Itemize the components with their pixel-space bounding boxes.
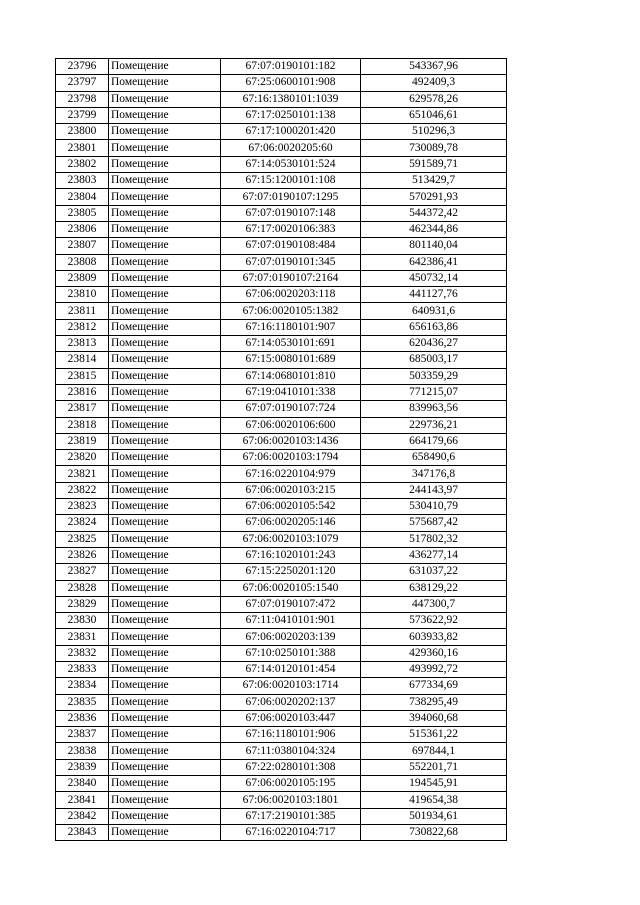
cadastral-number-cell: 67:14:0530101:524 (221, 156, 361, 172)
table-row (56, 727, 507, 743)
table-row (56, 124, 507, 140)
value-cell: 492409,3 (361, 75, 507, 91)
table-row (56, 433, 507, 449)
value-cell: 515361,22 (361, 727, 507, 743)
cadastral-number-cell: 67:15:0080101:689 (221, 352, 361, 368)
row-number-cell: 23813 (56, 336, 109, 352)
table-row (56, 368, 507, 384)
object-type-cell: Помещение (109, 433, 221, 449)
object-type-cell: Помещение (109, 515, 221, 531)
table-row (56, 645, 507, 661)
value-cell: 244143,97 (361, 482, 507, 498)
property-table (55, 58, 507, 841)
object-type-cell: Помещение (109, 531, 221, 547)
value-cell: 441127,76 (361, 287, 507, 303)
row-number-cell: 23801 (56, 140, 109, 156)
row-number-cell: 23830 (56, 613, 109, 629)
row-number-cell: 23821 (56, 466, 109, 482)
value-cell: 631037,22 (361, 564, 507, 580)
object-type-cell: Помещение (109, 776, 221, 792)
object-type-cell: Помещение (109, 450, 221, 466)
row-number-cell: 23809 (56, 270, 109, 286)
object-type-cell: Помещение (109, 580, 221, 596)
cadastral-number-cell: 67:16:1180101:906 (221, 727, 361, 743)
value-cell: 552201,71 (361, 759, 507, 775)
value-cell: 347176,8 (361, 466, 507, 482)
cadastral-number-cell: 67:17:0250101:138 (221, 107, 361, 123)
object-type-cell: Помещение (109, 368, 221, 384)
value-cell: 839963,56 (361, 401, 507, 417)
value-cell: 462344,86 (361, 221, 507, 237)
table-row (56, 547, 507, 563)
table-row (56, 140, 507, 156)
cadastral-number-cell: 67:06:0020103:1801 (221, 792, 361, 808)
value-cell: 229736,21 (361, 417, 507, 433)
cadastral-number-cell: 67:07:0190101:345 (221, 254, 361, 270)
cadastral-number-cell: 67:16:0220104:979 (221, 466, 361, 482)
object-type-cell: Помещение (109, 727, 221, 743)
object-type-cell: Помещение (109, 710, 221, 726)
row-number-cell: 23803 (56, 173, 109, 189)
table-row (56, 564, 507, 580)
table-row (56, 678, 507, 694)
row-number-cell: 23818 (56, 417, 109, 433)
object-type-cell: Помещение (109, 417, 221, 433)
table-row (56, 91, 507, 107)
value-cell: 510296,3 (361, 124, 507, 140)
table-row (56, 319, 507, 335)
value-cell: 801140,04 (361, 238, 507, 254)
table-row (56, 661, 507, 677)
value-cell: 429360,16 (361, 645, 507, 661)
table-row (56, 808, 507, 824)
table-row (56, 75, 507, 91)
cadastral-number-cell: 67:10:0250101:388 (221, 645, 361, 661)
cadastral-number-cell: 67:17:1000201:420 (221, 124, 361, 140)
cadastral-number-cell: 67:06:0020205:146 (221, 515, 361, 531)
row-number-cell: 23828 (56, 580, 109, 596)
row-number-cell: 23796 (56, 59, 109, 75)
cadastral-number-cell: 67:06:0020103:1714 (221, 678, 361, 694)
object-type-cell: Помещение (109, 107, 221, 123)
object-type-cell: Помещение (109, 59, 221, 75)
table-row (56, 482, 507, 498)
value-cell: 543367,96 (361, 59, 507, 75)
row-number-cell: 23832 (56, 645, 109, 661)
cadastral-number-cell: 67:17:2190101:385 (221, 808, 361, 824)
table-row (56, 515, 507, 531)
value-cell: 640931,6 (361, 303, 507, 319)
row-number-cell: 23811 (56, 303, 109, 319)
table-row (56, 499, 507, 515)
cadastral-number-cell: 67:25:0600101:908 (221, 75, 361, 91)
row-number-cell: 23842 (56, 808, 109, 824)
table-row (56, 694, 507, 710)
object-type-cell: Помещение (109, 645, 221, 661)
cadastral-number-cell: 67:06:0020103:1079 (221, 531, 361, 547)
table-row (56, 824, 507, 840)
cadastral-number-cell: 67:07:0190107:148 (221, 205, 361, 221)
object-type-cell: Помещение (109, 156, 221, 172)
value-cell: 664179,66 (361, 433, 507, 449)
value-cell: 629578,26 (361, 91, 507, 107)
row-number-cell: 23816 (56, 384, 109, 400)
cadastral-number-cell: 67:07:0190107:1295 (221, 189, 361, 205)
cadastral-number-cell: 67:14:0680101:810 (221, 368, 361, 384)
row-number-cell: 23829 (56, 596, 109, 612)
cadastral-number-cell: 67:11:0410101:901 (221, 613, 361, 629)
object-type-cell: Помещение (109, 824, 221, 840)
value-cell: 450732,14 (361, 270, 507, 286)
object-type-cell: Помещение (109, 352, 221, 368)
row-number-cell: 23833 (56, 661, 109, 677)
cadastral-number-cell: 67:14:0120101:454 (221, 661, 361, 677)
value-cell: 730089,78 (361, 140, 507, 156)
cadastral-number-cell: 67:22:0280101:308 (221, 759, 361, 775)
cadastral-number-cell: 67:07:0190101:182 (221, 59, 361, 75)
table-row (56, 156, 507, 172)
object-type-cell: Помещение (109, 613, 221, 629)
row-number-cell: 23820 (56, 450, 109, 466)
row-number-cell: 23837 (56, 727, 109, 743)
cadastral-number-cell: 67:06:0020106:600 (221, 417, 361, 433)
object-type-cell: Помещение (109, 661, 221, 677)
object-type-cell: Помещение (109, 499, 221, 515)
cadastral-number-cell: 67:07:0190107:724 (221, 401, 361, 417)
value-cell: 738295,49 (361, 694, 507, 710)
row-number-cell: 23835 (56, 694, 109, 710)
row-number-cell: 23819 (56, 433, 109, 449)
object-type-cell: Помещение (109, 466, 221, 482)
cadastral-number-cell: 67:06:0020105:1540 (221, 580, 361, 596)
cadastral-number-cell: 67:15:1200101:108 (221, 173, 361, 189)
object-type-cell: Помещение (109, 596, 221, 612)
cadastral-number-cell: 67:16:1020101:243 (221, 547, 361, 563)
object-type-cell: Помещение (109, 140, 221, 156)
value-cell: 697844,1 (361, 743, 507, 759)
value-cell: 493992,72 (361, 661, 507, 677)
table-row (56, 417, 507, 433)
row-number-cell: 23843 (56, 824, 109, 840)
object-type-cell: Помещение (109, 743, 221, 759)
object-type-cell: Помещение (109, 792, 221, 808)
cadastral-number-cell: 67:06:0020205:60 (221, 140, 361, 156)
row-number-cell: 23817 (56, 401, 109, 417)
table-row (56, 238, 507, 254)
table-body (56, 59, 507, 841)
cadastral-number-cell: 67:07:0190107:472 (221, 596, 361, 612)
table-row (56, 596, 507, 612)
row-number-cell: 23831 (56, 629, 109, 645)
table-row (56, 303, 507, 319)
object-type-cell: Помещение (109, 124, 221, 140)
object-type-cell: Помещение (109, 759, 221, 775)
table-row (56, 205, 507, 221)
table-row (56, 710, 507, 726)
row-number-cell: 23804 (56, 189, 109, 205)
row-number-cell: 23827 (56, 564, 109, 580)
table-row (56, 776, 507, 792)
table-row (56, 401, 507, 417)
table-row (56, 629, 507, 645)
table-row (56, 270, 507, 286)
row-number-cell: 23825 (56, 531, 109, 547)
row-number-cell: 23805 (56, 205, 109, 221)
table-row (56, 531, 507, 547)
table-row (56, 580, 507, 596)
row-number-cell: 23824 (56, 515, 109, 531)
row-number-cell: 23834 (56, 678, 109, 694)
table-row (56, 466, 507, 482)
object-type-cell: Помещение (109, 189, 221, 205)
object-type-cell: Помещение (109, 91, 221, 107)
value-cell: 530410,79 (361, 499, 507, 515)
value-cell: 575687,42 (361, 515, 507, 531)
cadastral-number-cell: 67:06:0020103:447 (221, 710, 361, 726)
value-cell: 591589,71 (361, 156, 507, 172)
object-type-cell: Помещение (109, 547, 221, 563)
table-row (56, 352, 507, 368)
value-cell: 544372,42 (361, 205, 507, 221)
cadastral-number-cell: 67:16:1180101:907 (221, 319, 361, 335)
row-number-cell: 23839 (56, 759, 109, 775)
value-cell: 513429,7 (361, 173, 507, 189)
cadastral-number-cell: 67:07:0190107:2164 (221, 270, 361, 286)
object-type-cell: Помещение (109, 678, 221, 694)
row-number-cell: 23841 (56, 792, 109, 808)
value-cell: 656163,86 (361, 319, 507, 335)
row-number-cell: 23823 (56, 499, 109, 515)
object-type-cell: Помещение (109, 808, 221, 824)
value-cell: 677334,69 (361, 678, 507, 694)
row-number-cell: 23826 (56, 547, 109, 563)
object-type-cell: Помещение (109, 270, 221, 286)
row-number-cell: 23840 (56, 776, 109, 792)
table-row (56, 254, 507, 270)
value-cell: 620436,27 (361, 336, 507, 352)
cadastral-number-cell: 67:06:0020105:542 (221, 499, 361, 515)
cadastral-number-cell: 67:06:0020203:139 (221, 629, 361, 645)
table-row (56, 743, 507, 759)
object-type-cell: Помещение (109, 205, 221, 221)
cadastral-number-cell: 67:07:0190108:484 (221, 238, 361, 254)
row-number-cell: 23822 (56, 482, 109, 498)
object-type-cell: Помещение (109, 254, 221, 270)
cadastral-number-cell: 67:16:1380101:1039 (221, 91, 361, 107)
row-number-cell: 23814 (56, 352, 109, 368)
row-number-cell: 23797 (56, 75, 109, 91)
cadastral-number-cell: 67:17:0020106:383 (221, 221, 361, 237)
object-type-cell: Помещение (109, 401, 221, 417)
object-type-cell: Помещение (109, 75, 221, 91)
row-number-cell: 23802 (56, 156, 109, 172)
object-type-cell: Помещение (109, 694, 221, 710)
cadastral-number-cell: 67:06:0020105:1382 (221, 303, 361, 319)
object-type-cell: Помещение (109, 482, 221, 498)
object-type-cell: Помещение (109, 319, 221, 335)
cadastral-number-cell: 67:06:0020202:137 (221, 694, 361, 710)
value-cell: 730822,68 (361, 824, 507, 840)
value-cell: 503359,29 (361, 368, 507, 384)
value-cell: 436277,14 (361, 547, 507, 563)
value-cell: 517802,32 (361, 531, 507, 547)
cadastral-number-cell: 67:06:0020103:1436 (221, 433, 361, 449)
object-type-cell: Помещение (109, 238, 221, 254)
value-cell: 658490,6 (361, 450, 507, 466)
table-row (56, 336, 507, 352)
value-cell: 194545,91 (361, 776, 507, 792)
object-type-cell: Помещение (109, 564, 221, 580)
cadastral-number-cell: 67:16:0220104:717 (221, 824, 361, 840)
cadastral-number-cell: 67:11:0380104:324 (221, 743, 361, 759)
object-type-cell: Помещение (109, 384, 221, 400)
row-number-cell: 23798 (56, 91, 109, 107)
cadastral-number-cell: 67:06:0020203:118 (221, 287, 361, 303)
row-number-cell: 23810 (56, 287, 109, 303)
value-cell: 570291,93 (361, 189, 507, 205)
cadastral-number-cell: 67:19:0410101:338 (221, 384, 361, 400)
object-type-cell: Помещение (109, 221, 221, 237)
row-number-cell: 23815 (56, 368, 109, 384)
table-row (56, 613, 507, 629)
table-row (56, 450, 507, 466)
table-row (56, 384, 507, 400)
value-cell: 642386,41 (361, 254, 507, 270)
cadastral-number-cell: 67:15:2250201:120 (221, 564, 361, 580)
value-cell: 447300,7 (361, 596, 507, 612)
row-number-cell: 23812 (56, 319, 109, 335)
value-cell: 573622,92 (361, 613, 507, 629)
object-type-cell: Помещение (109, 336, 221, 352)
object-type-cell: Помещение (109, 287, 221, 303)
value-cell: 651046,61 (361, 107, 507, 123)
table-row (56, 792, 507, 808)
value-cell: 394060,68 (361, 710, 507, 726)
cadastral-number-cell: 67:14:0530101:691 (221, 336, 361, 352)
value-cell: 419654,38 (361, 792, 507, 808)
table-row (56, 173, 507, 189)
object-type-cell: Помещение (109, 629, 221, 645)
table-row (56, 107, 507, 123)
value-cell: 603933,82 (361, 629, 507, 645)
table-row (56, 59, 507, 75)
cadastral-number-cell: 67:06:0020103:1794 (221, 450, 361, 466)
row-number-cell: 23836 (56, 710, 109, 726)
value-cell: 685003,17 (361, 352, 507, 368)
object-type-cell: Помещение (109, 303, 221, 319)
table-row (56, 759, 507, 775)
row-number-cell: 23806 (56, 221, 109, 237)
cadastral-number-cell: 67:06:0020105:195 (221, 776, 361, 792)
value-cell: 771215,07 (361, 384, 507, 400)
row-number-cell: 23800 (56, 124, 109, 140)
value-cell: 638129,22 (361, 580, 507, 596)
row-number-cell: 23799 (56, 107, 109, 123)
table-row (56, 221, 507, 237)
table-row (56, 287, 507, 303)
cadastral-number-cell: 67:06:0020103:215 (221, 482, 361, 498)
value-cell: 501934,61 (361, 808, 507, 824)
row-number-cell: 23808 (56, 254, 109, 270)
row-number-cell: 23807 (56, 238, 109, 254)
row-number-cell: 23838 (56, 743, 109, 759)
table-row (56, 189, 507, 205)
object-type-cell: Помещение (109, 173, 221, 189)
